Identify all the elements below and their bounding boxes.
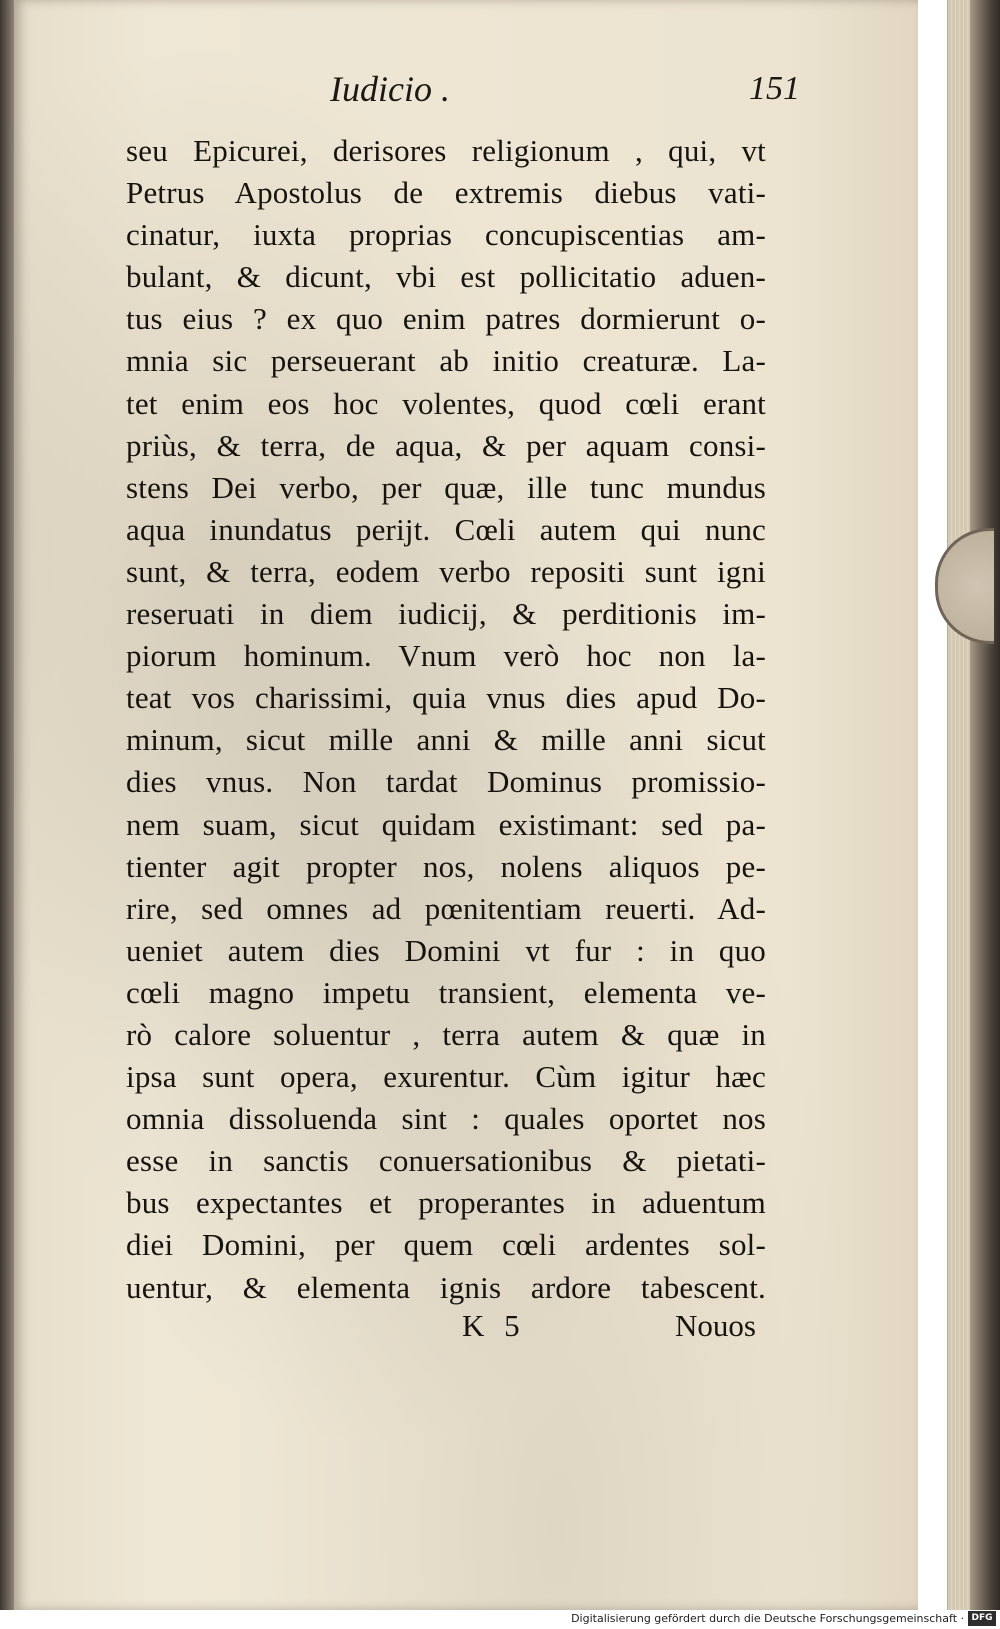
text-line: teat vos charissimi, quia vnus dies apud Do- — [126, 680, 766, 716]
text-line: Petrus Apostolus de extremis diebus vati- — [126, 175, 766, 211]
text-line: reseruati in diem iudicij, & perditionis im- — [126, 596, 766, 632]
text-line: diei Domini, per quem cœli ardentes sol- — [126, 1227, 766, 1263]
book-spine-edge — [0, 0, 14, 1610]
text-line: omnia dissoluenda sint : quales oportet nos — [126, 1101, 766, 1137]
text-line: tienter agit propter nos, nolens aliquos pe- — [126, 848, 766, 884]
text-line: esse in sanctis conuersationibus & pietati- — [126, 1143, 766, 1179]
text-line: bus expectantes et properantes in aduentum — [126, 1185, 766, 1221]
text-line: aqua inundatus perijt. Cœli autem qui nunc — [126, 511, 766, 547]
text-line: ipsa sunt opera, exurentur. Cùm igitur hæc — [126, 1059, 766, 1095]
body-text-block — [126, 130, 766, 1309]
text-line: tet enim eos hoc volentes, quod cœli erant — [126, 385, 766, 421]
digitization-credit-bar — [0, 1610, 1000, 1629]
text-line: rire, sed omnes ad pœnitentiam reuerti. Ad- — [126, 890, 766, 926]
text-line: seu Epicurei, derisores religionum , qui, vt — [126, 133, 766, 168]
paper-page — [14, 0, 918, 1610]
dfg-logo: DFG — [968, 1611, 996, 1626]
text-line: priùs, & terra, de aqua, & per aquam consi- — [126, 427, 766, 463]
running-title: Iudicio . — [330, 69, 450, 109]
text-line: ueniet autem dies Domini vt fur : in quo — [126, 932, 766, 968]
text-line: tus eius ? ex quo enim patres dormierunt o- — [126, 301, 766, 337]
page-number: 151 — [749, 70, 800, 107]
text-line: nem suam, sicut quidam existimant: sed pa- — [126, 806, 766, 842]
text-line: piorum hominum. Vnum verò hoc non la- — [126, 638, 766, 674]
page-header — [330, 68, 800, 118]
text-line: mnia sic perseuerant ab initio creaturæ. La- — [126, 343, 766, 379]
credit-text: Digitalisierung gefördert durch die Deutsche Forschungsgemeinschaft · — [571, 1612, 964, 1625]
book-clasp — [935, 528, 994, 644]
text-line: rò calore soluentur , terra autem & quæ in — [126, 1016, 766, 1052]
text-line: bulant, & dicunt, vbi est pollicitatio aduen- — [126, 259, 766, 295]
signature-mark: K 5 — [462, 1308, 526, 1343]
text-line: dies vnus. Non tardat Dominus promissio- — [126, 764, 766, 800]
text-line: cœli magno impetu transient, elementa ve- — [126, 974, 766, 1010]
text-line: cinatur, iuxta proprias concupiscentias am- — [126, 217, 766, 253]
page-footer — [126, 1308, 756, 1352]
text-line: sunt, & terra, eodem verbo repositi sunt igni — [126, 553, 766, 589]
text-line: stens Dei verbo, per quæ, ille tunc mundus — [126, 469, 766, 505]
text-line: uentur, & elementa ignis ardore tabescent. — [126, 1269, 766, 1305]
text-line: minum, sicut mille anni & mille anni sicut — [126, 722, 766, 758]
catchword: Nouos — [675, 1308, 756, 1343]
book-cover-edge — [970, 0, 1000, 1610]
page-fore-edge — [947, 0, 970, 1610]
